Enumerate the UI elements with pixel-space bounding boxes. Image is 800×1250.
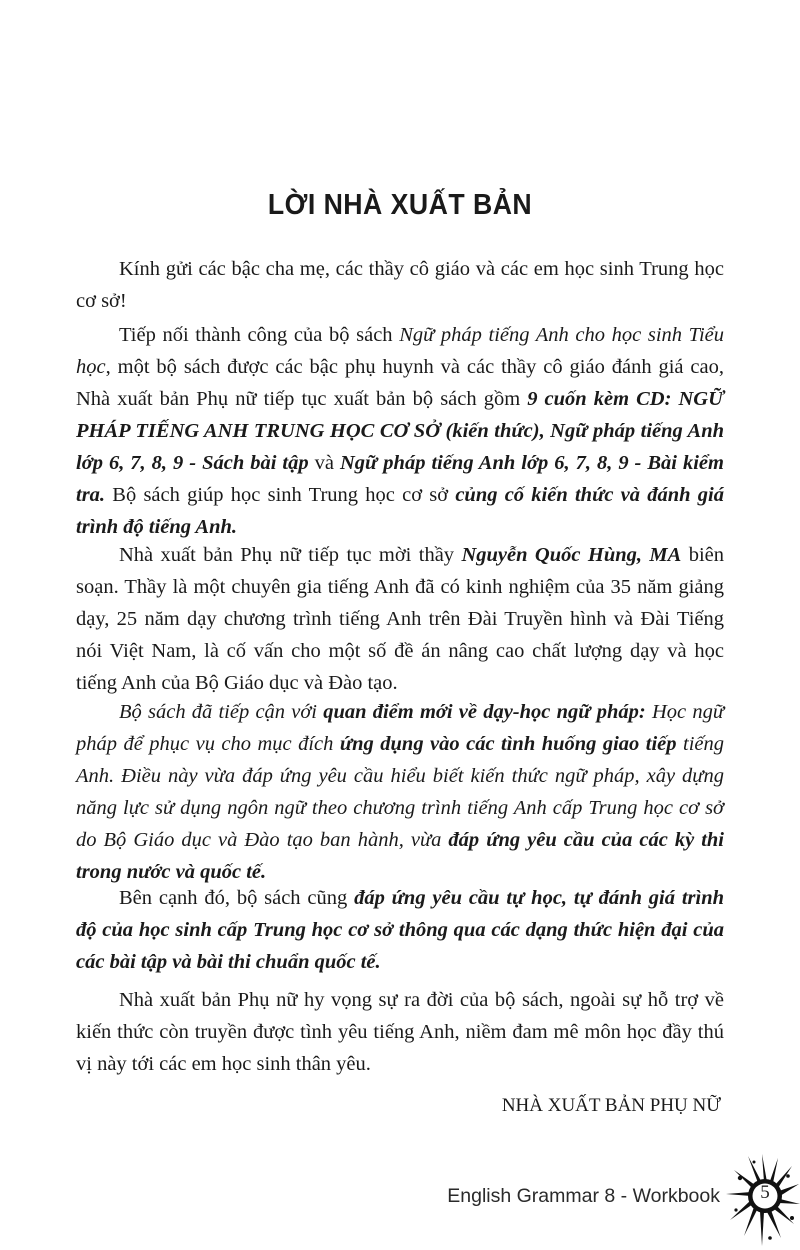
- intro-text-2: , một bộ sách được các bậc phụ huynh và các thầy cô giáo đánh giá cao, Nhà xuất bản Phụ nữ tiếp tục xuất bản bộ sách gồm: [76, 356, 724, 410]
- approach-emphasis-1: quan điểm mới về dạy-học ngữ pháp:: [323, 701, 646, 723]
- paragraph-closing: [76, 984, 724, 1080]
- author-text-2: biên soạn. Thầy là một chuyên gia tiếng Anh đã có kinh nghiệm của 35 năm giảng dạy, 25 năm dạy chương trình tiếng Anh trên Đài Truyền hình và Đài Tiếng nói Việt Nam, là cố vấn cho một số đề án nâng cao chất lượng dạy và học tiếng Anh của Bộ Giáo dục và Đào tạo.: [76, 544, 725, 694]
- intro-text-1: Tiếp nối thành công của bộ sách: [119, 324, 400, 346]
- paragraph-author: [76, 539, 724, 699]
- approach-text-1: Bộ sách đã tiếp cận với: [119, 701, 324, 723]
- paragraph-self-study: [76, 882, 724, 978]
- approach-text-2: Học ngữ pháp để phục vụ cho mục đích: [76, 701, 724, 755]
- page-number: 5: [760, 1182, 770, 1203]
- intro-text-4: Bộ sách giúp học sinh Trung học cơ sở: [105, 484, 456, 506]
- author-text-1: Nhà xuất bản Phụ nữ tiếp tục mời thầy: [119, 544, 462, 566]
- intro-book-list: 9 cuốn kèm CD: NGỮ PHÁP TIẾNG ANH TRUNG HỌC CƠ SỞ (kiến thức), Ngữ pháp tiếng Anh lớp 6, 7, 8, 9 - Sách bài tập: [76, 388, 724, 474]
- approach-text-3: tiếng Anh. Điều này vừa đáp ứng yêu cầu hiểu biết kiến thức ngữ pháp, xây dựng năng lực sử dụng ngôn ngữ theo chương trình tiếng Anh cấp Trung học cơ sở do Bộ Giáo dục và Đào tạo ban hành, vừa: [76, 733, 724, 851]
- approach-emphasis-2: ứng dụng vào các tình huống giao tiếp: [339, 733, 677, 755]
- paragraph-approach: [76, 696, 724, 888]
- page-title: LỜI NHÀ XUẤT BẢN: [267, 189, 533, 222]
- self-study-emphasis: đáp ứng yêu cầu tự học, tự đánh giá trình độ của học sinh cấp Trung học cơ sở thông qua các dạng thức hiện đại của các bài tập và bài thi chuẩn quốc tế.: [76, 887, 724, 973]
- greeting-text: Kính gửi các bậc cha mẹ, các thầy cô giáo và các em học sinh Trung học cơ sở!: [76, 258, 724, 312]
- closing-text: Nhà xuất bản Phụ nữ hy vọng sự ra đời của bộ sách, ngoài sự hỗ trợ về kiến thức còn truyền được tình yêu tiếng Anh, niềm đam mê môn học đầy thú vị này tới các em học sinh thân yêu.: [76, 989, 724, 1075]
- self-study-text-1: Bên cạnh đó, bộ sách cũng: [119, 887, 355, 909]
- approach-emphasis-3: đáp ứng yêu cầu của các kỳ thi trong nước và quốc tế.: [76, 829, 724, 883]
- author-name: Nguyễn Quốc Hùng, MA: [461, 544, 682, 566]
- paragraph-introduction: [76, 319, 724, 543]
- intro-text-3: và: [308, 452, 340, 474]
- footer-book-title: English Grammar 8 - Workbook: [447, 1185, 720, 1207]
- intro-purpose: củng cố kiến thức và đánh giá trình độ tiếng Anh.: [76, 484, 724, 538]
- publisher-signature: NHÀ XUẤT BẢN PHỤ NỮ: [501, 1095, 721, 1116]
- paragraph-greeting: [76, 253, 724, 317]
- intro-series-title: Ngữ pháp tiếng Anh cho học sinh Tiểu học: [76, 324, 724, 378]
- intro-test-books: Ngữ pháp tiếng Anh lớp 6, 7, 8, 9 - Bài kiểm tra.: [76, 452, 724, 506]
